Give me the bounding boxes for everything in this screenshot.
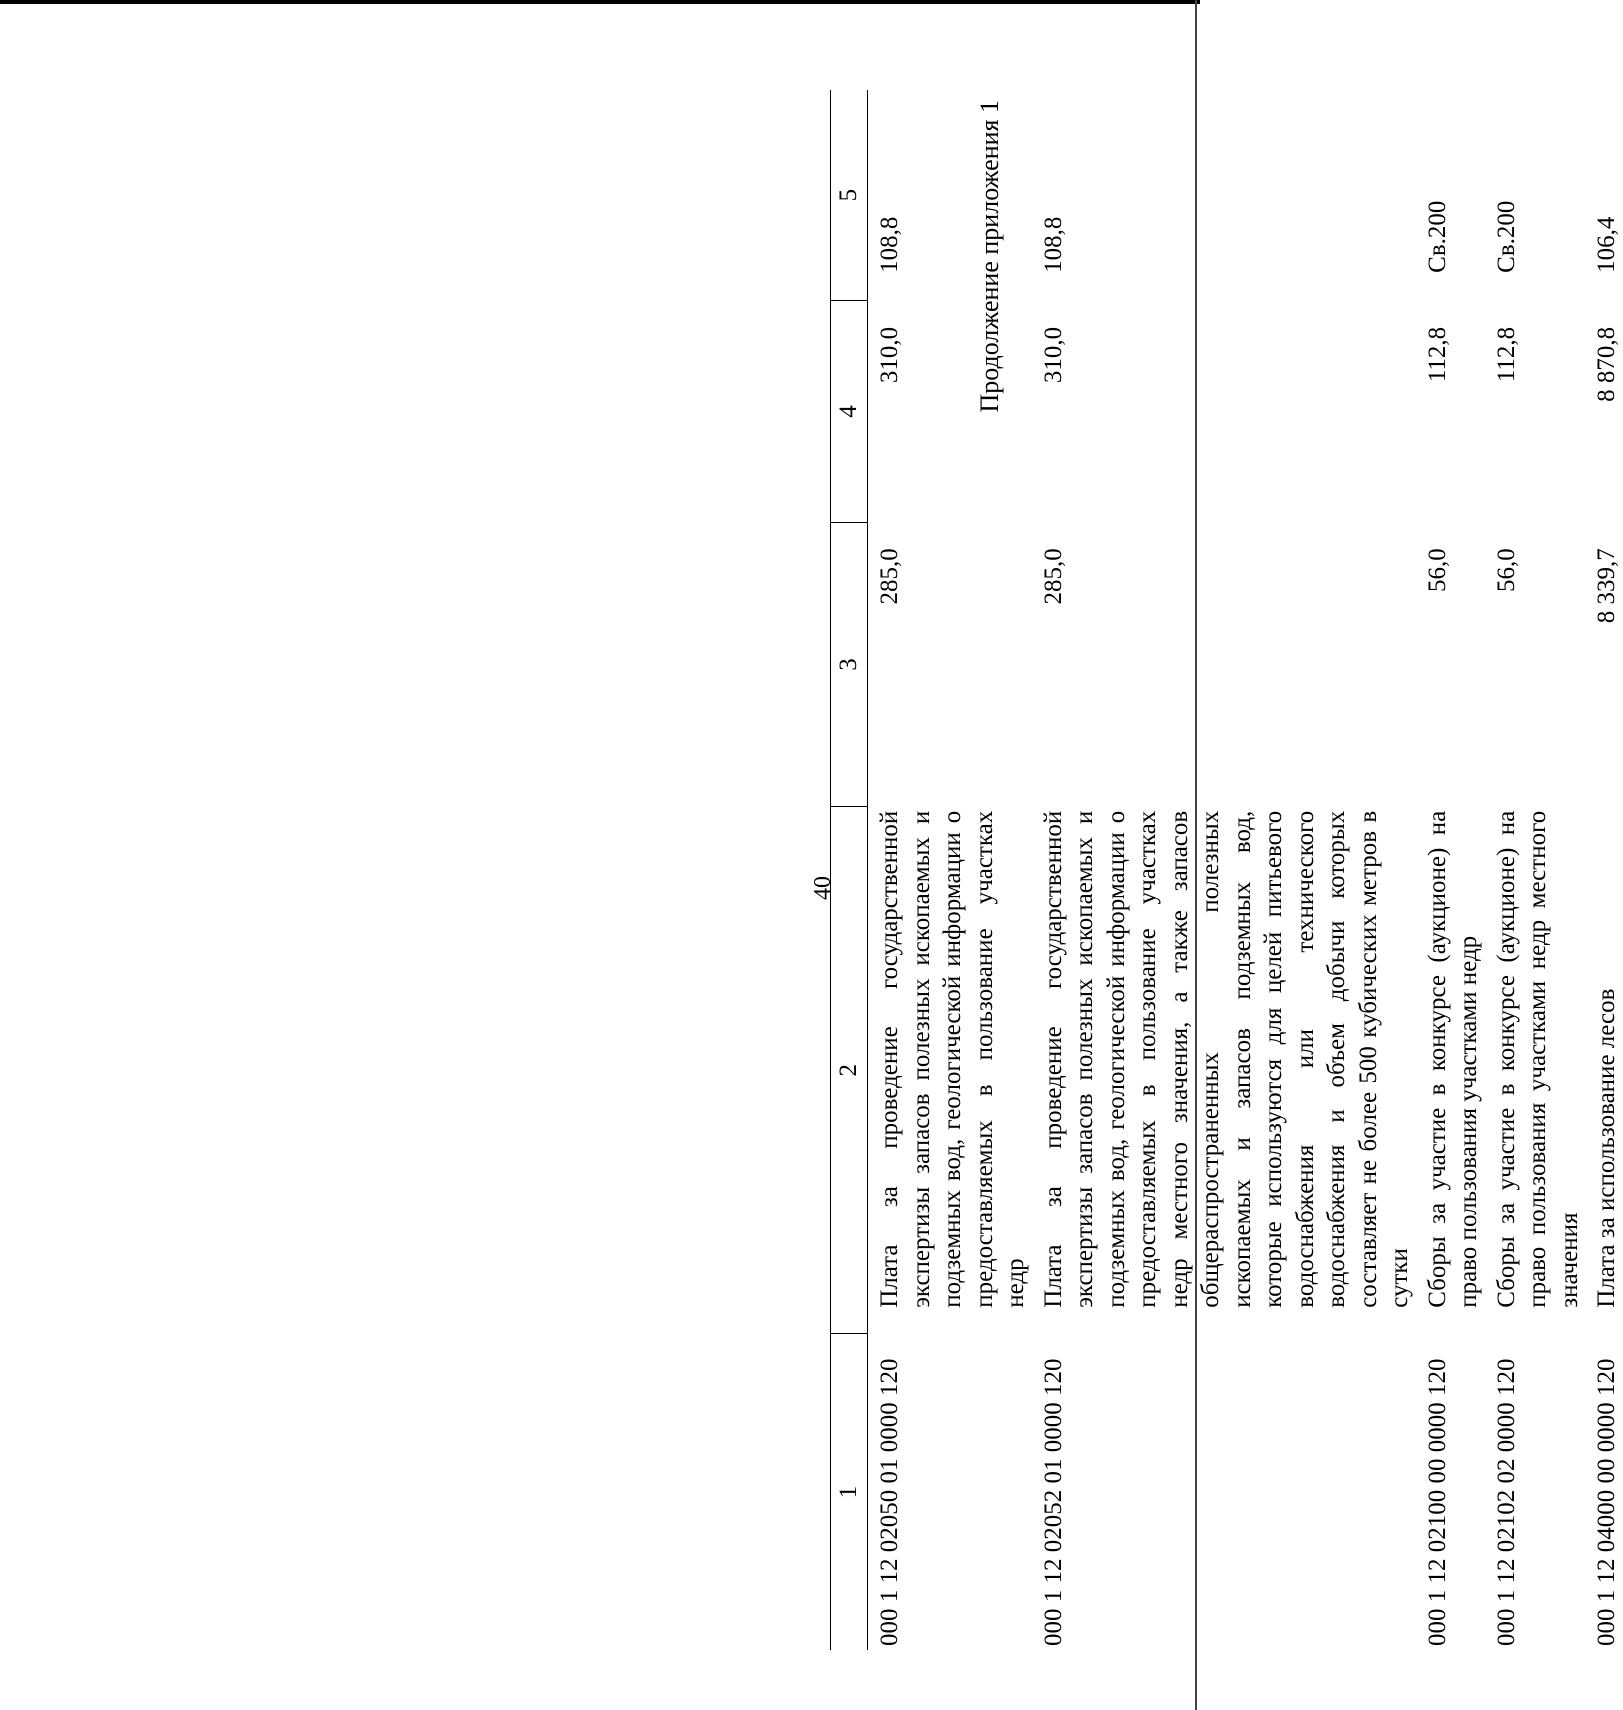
row-code: 000 1 12 02100 00 0000 120 xyxy=(1423,1358,1451,1646)
row-description: Плата за проведение государственной экспертизы запасов полезных ископаемых и подземных вод, геологической информации о предоставляемых в пользование участках недр xyxy=(876,810,1029,1308)
row-description: Сборы за участие в конкурсе (аукционе) на право пользования участками недр xyxy=(1423,810,1482,1308)
row-value-5: 108,8 xyxy=(876,216,903,273)
column-header-1: 1 xyxy=(831,1334,868,1650)
row-value-4: 112,8 xyxy=(1423,326,1451,383)
rotated-page xyxy=(130,60,1620,1660)
column-header-4: 4 xyxy=(831,301,868,522)
table-row xyxy=(868,90,1032,1650)
row-value-4: 112,8 xyxy=(1492,326,1520,383)
table-row xyxy=(1416,90,1485,1650)
column-header-3: 3 xyxy=(831,522,868,807)
revenue-table xyxy=(830,90,1623,1650)
row-value-3: 285,0 xyxy=(1039,548,1067,605)
row-description: Сборы за участие в конкурсе (аукционе) на право пользования участками недр местного значения xyxy=(1492,810,1583,1308)
column-header-2: 2 xyxy=(831,807,868,1334)
column-header-5: 5 xyxy=(831,90,868,301)
row-description: Плата за проведение государственной экспертизы запасов полезных ископаемых и подземных вод, геологической информации о предоставляемых в пользование участках недр местного значения, а также запасов общераспространенных полезных ископаемых и запасов подземных вод, которые используются для целей питьевого водоснабжения или технического водоснабжения и объем добычи которых составляет не более 500 кубических метров в сутки xyxy=(1039,810,1413,1308)
row-value-4: 310,0 xyxy=(1039,326,1067,384)
row-code: 000 1 12 02102 02 0000 120 xyxy=(1492,1358,1520,1646)
table-row xyxy=(1032,90,1416,1650)
row-value-3: 56,0 xyxy=(1423,548,1451,592)
row-code: 000 1 12 04000 00 0000 120 xyxy=(1593,1358,1620,1646)
row-value-5: 108,8 xyxy=(1039,216,1067,273)
row-value-3: 285,0 xyxy=(876,548,903,605)
row-code: 000 1 12 02050 01 0000 120 xyxy=(876,1358,903,1646)
scan-edge-top xyxy=(0,0,1200,4)
row-value-4: 310,0 xyxy=(876,326,903,384)
row-value-5: Св.200 xyxy=(1492,200,1520,273)
row-description: Плата за использование лесов xyxy=(1593,988,1620,1308)
row-code: 000 1 12 02052 01 0000 120 xyxy=(1039,1358,1067,1646)
table-row xyxy=(1485,90,1586,1650)
row-value-5: Св.200 xyxy=(1423,200,1451,273)
row-value-4: 8 870,8 xyxy=(1593,326,1620,402)
page-number: 40 xyxy=(810,876,836,900)
row-value-3: 56,0 xyxy=(1492,548,1520,592)
row-value-5: 106,4 xyxy=(1593,216,1620,273)
continuation-label: Продолжение приложения 1 xyxy=(975,100,1004,413)
table-header xyxy=(831,90,868,1650)
table-row xyxy=(1585,90,1623,1650)
row-value-3: 8 339,7 xyxy=(1593,548,1620,624)
